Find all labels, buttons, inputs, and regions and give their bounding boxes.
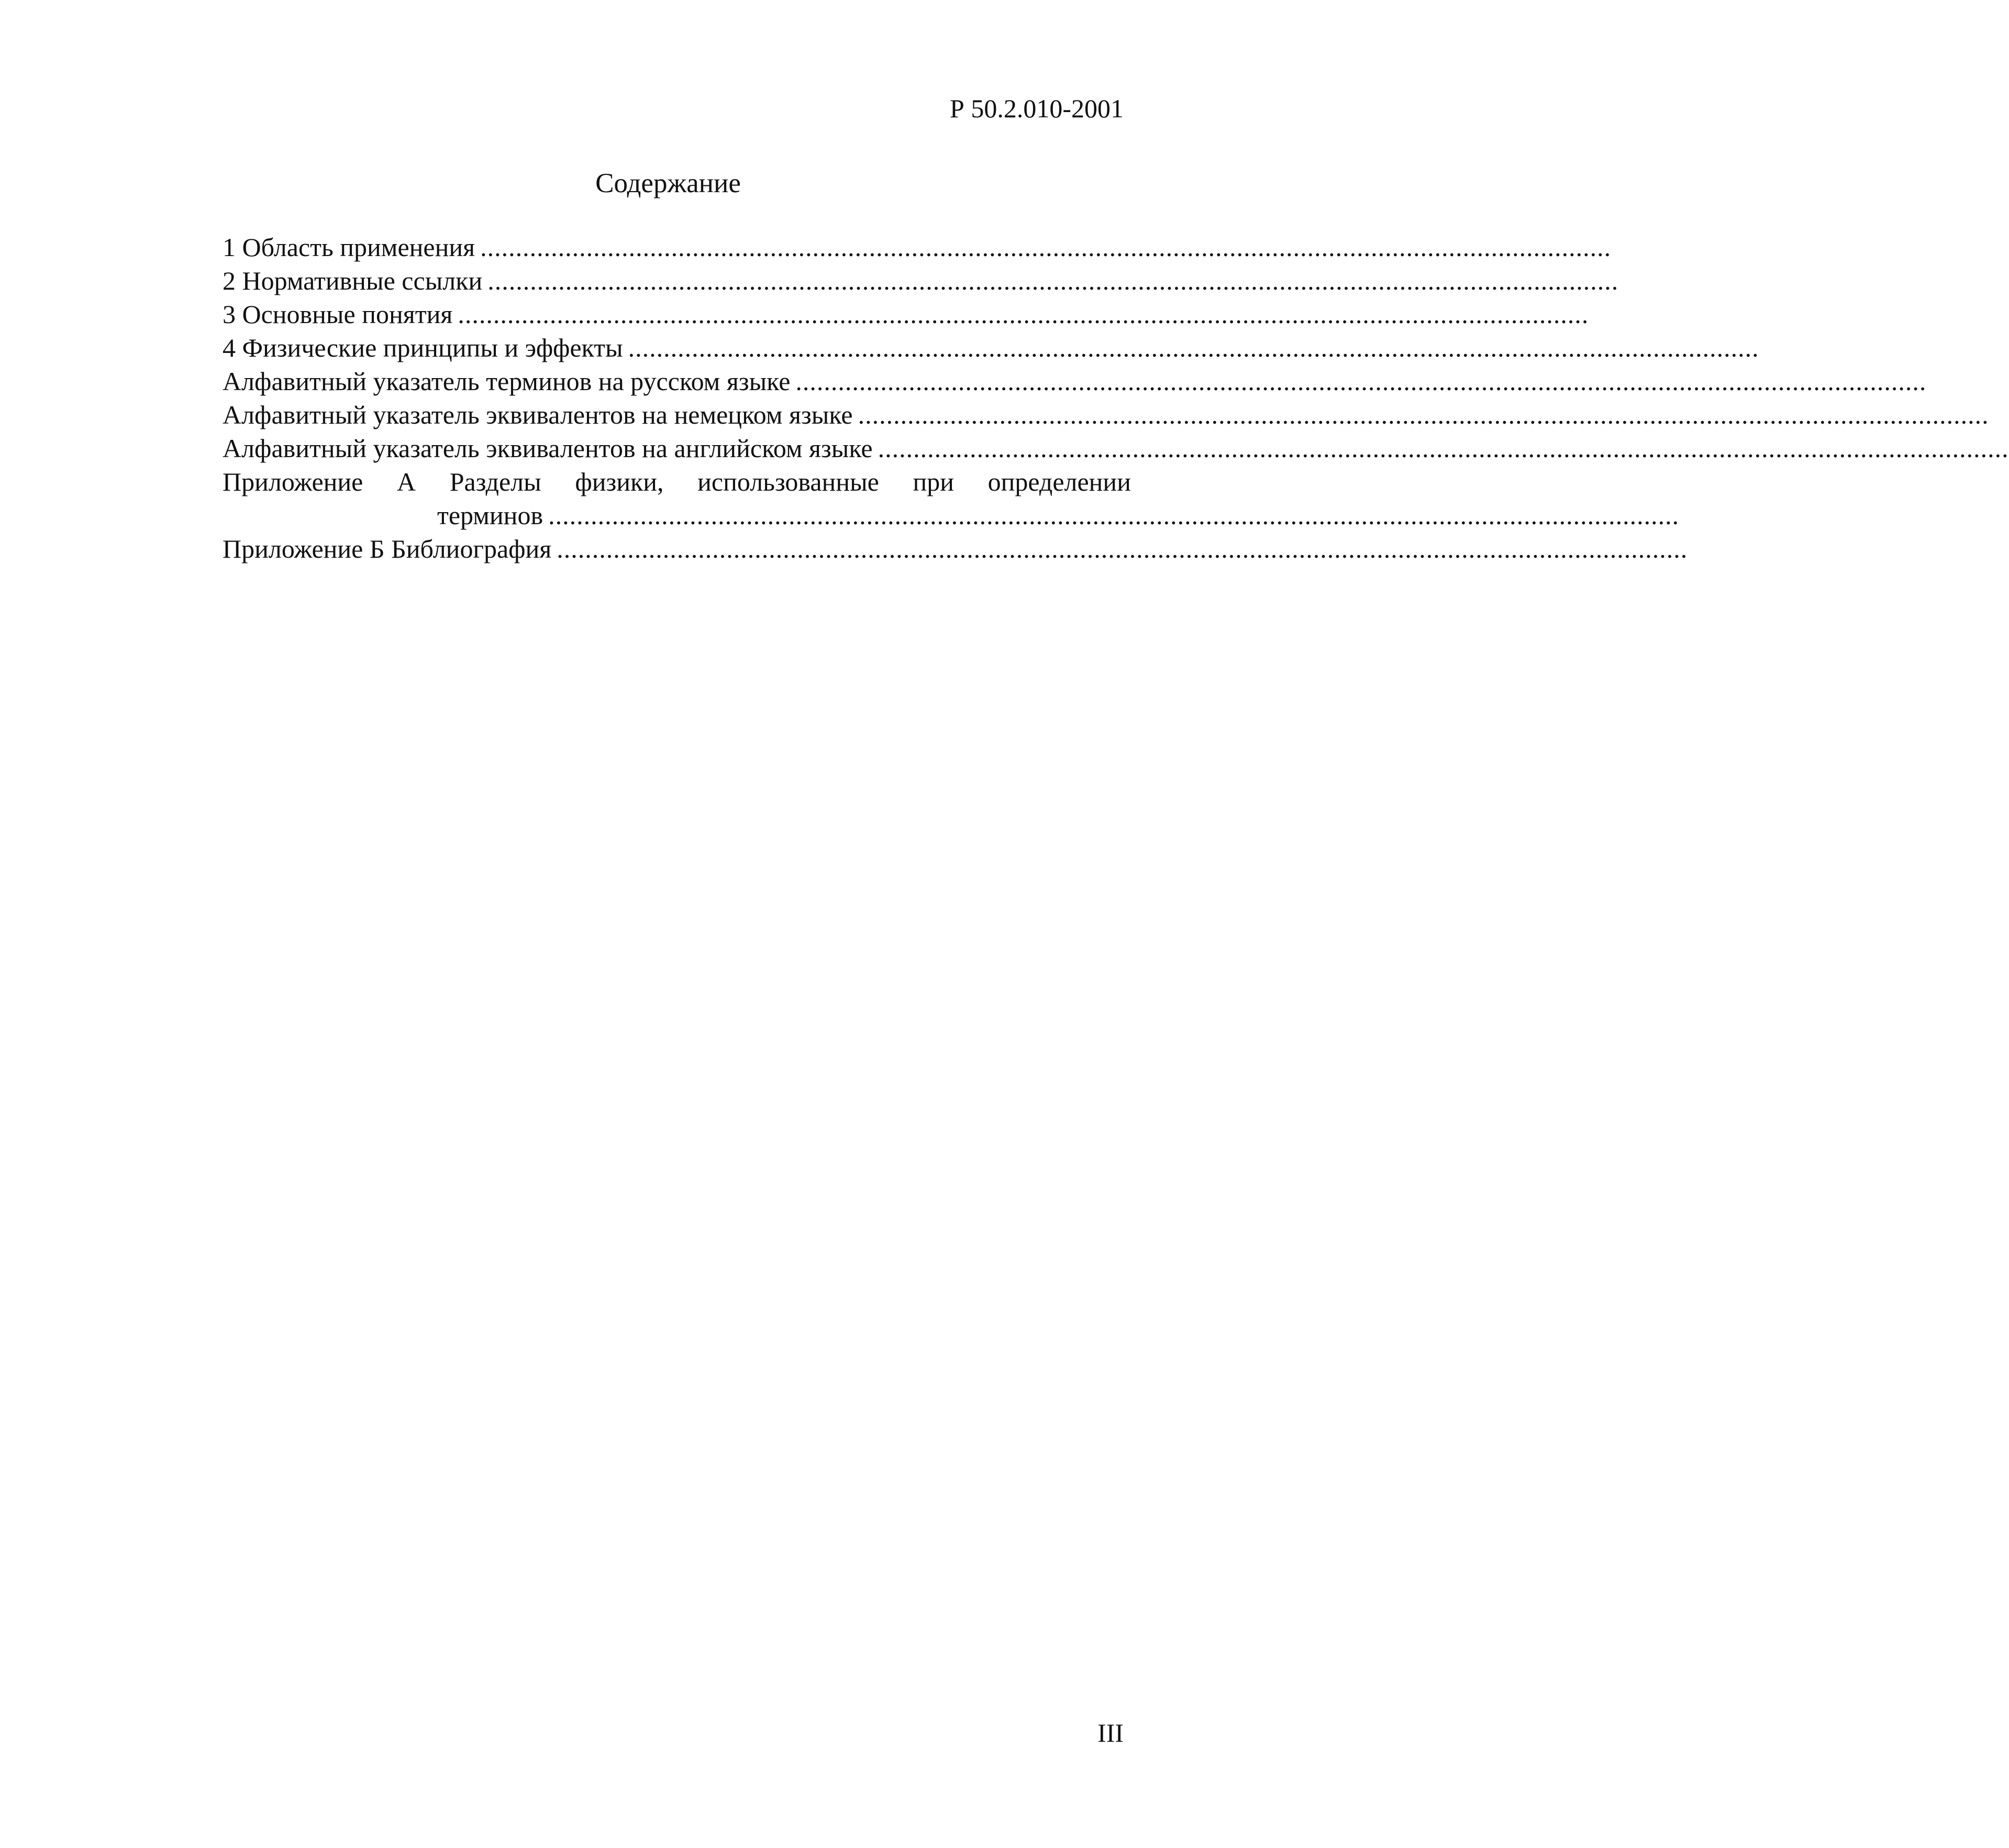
toc-entry[interactable] [223,297,1589,331]
dot-leader: ................................................................................................................................................................ [548,501,1680,530]
toc-entry-word: А [396,467,416,496]
document-code: Р 50.2.010-2001 [950,94,1124,123]
toc-entry[interactable] [223,431,2009,465]
toc-entry-label: 4 Физические принципы и эффекты [223,333,623,362]
toc-entry[interactable] [223,398,1989,431]
toc-entry[interactable] [223,532,1688,566]
toc-entry-label: Приложение Б Библиография [223,534,552,563]
dot-leader: ................................................................................................................................................................ [858,400,1989,429]
page-number: III [1097,1718,1124,1747]
toc-title: Содержание [595,168,741,198]
toc-entry-appendix-a[interactable] [223,465,1680,532]
toc-entry[interactable] [223,264,1619,297]
toc-entry-word: при [913,467,954,496]
dot-leader: ................................................................................................................................................................ [487,266,1619,295]
toc-entry-word: определении [987,467,1131,496]
toc-entry-label: терминов [437,501,543,530]
toc-entry-word: Приложение [223,467,363,496]
dot-leader: ................................................................................................................................................................ [480,233,1612,262]
toc-entry-label: Алфавитный указатель эквивалентов на немецком языке [223,400,853,429]
toc-entry-word: Разделы [449,467,541,496]
dot-leader: ................................................................................................................................................................ [557,534,1688,563]
toc-entry-line-1 [223,465,1131,499]
toc-entry-label: Алфавитный указатель терминов на русском языке [223,367,791,396]
toc-entry-line-2 [223,499,1680,532]
toc-entry-word: использованные [697,467,879,496]
dot-leader: ................................................................................................................................................................ [878,434,2009,463]
dot-leader: ................................................................................................................................................................ [795,367,1927,396]
toc-entry-label: 3 Основные понятия [223,300,453,329]
toc-entry[interactable] [223,230,1612,264]
dot-leader: ................................................................................................................................................................ [628,333,1759,362]
dot-leader: ................................................................................................................................................................ [458,300,1589,329]
toc-entry-word: физики, [575,467,664,496]
toc-entry[interactable] [223,364,1927,398]
toc-entry[interactable] [223,331,1759,364]
toc-entry-label: Алфавитный указатель эквивалентов на английском языке [223,434,873,463]
toc-entry-label: 2 Нормативные ссылки [223,266,483,295]
table-of-contents [223,230,2009,566]
toc-entry-label: 1 Область применения [223,233,475,262]
